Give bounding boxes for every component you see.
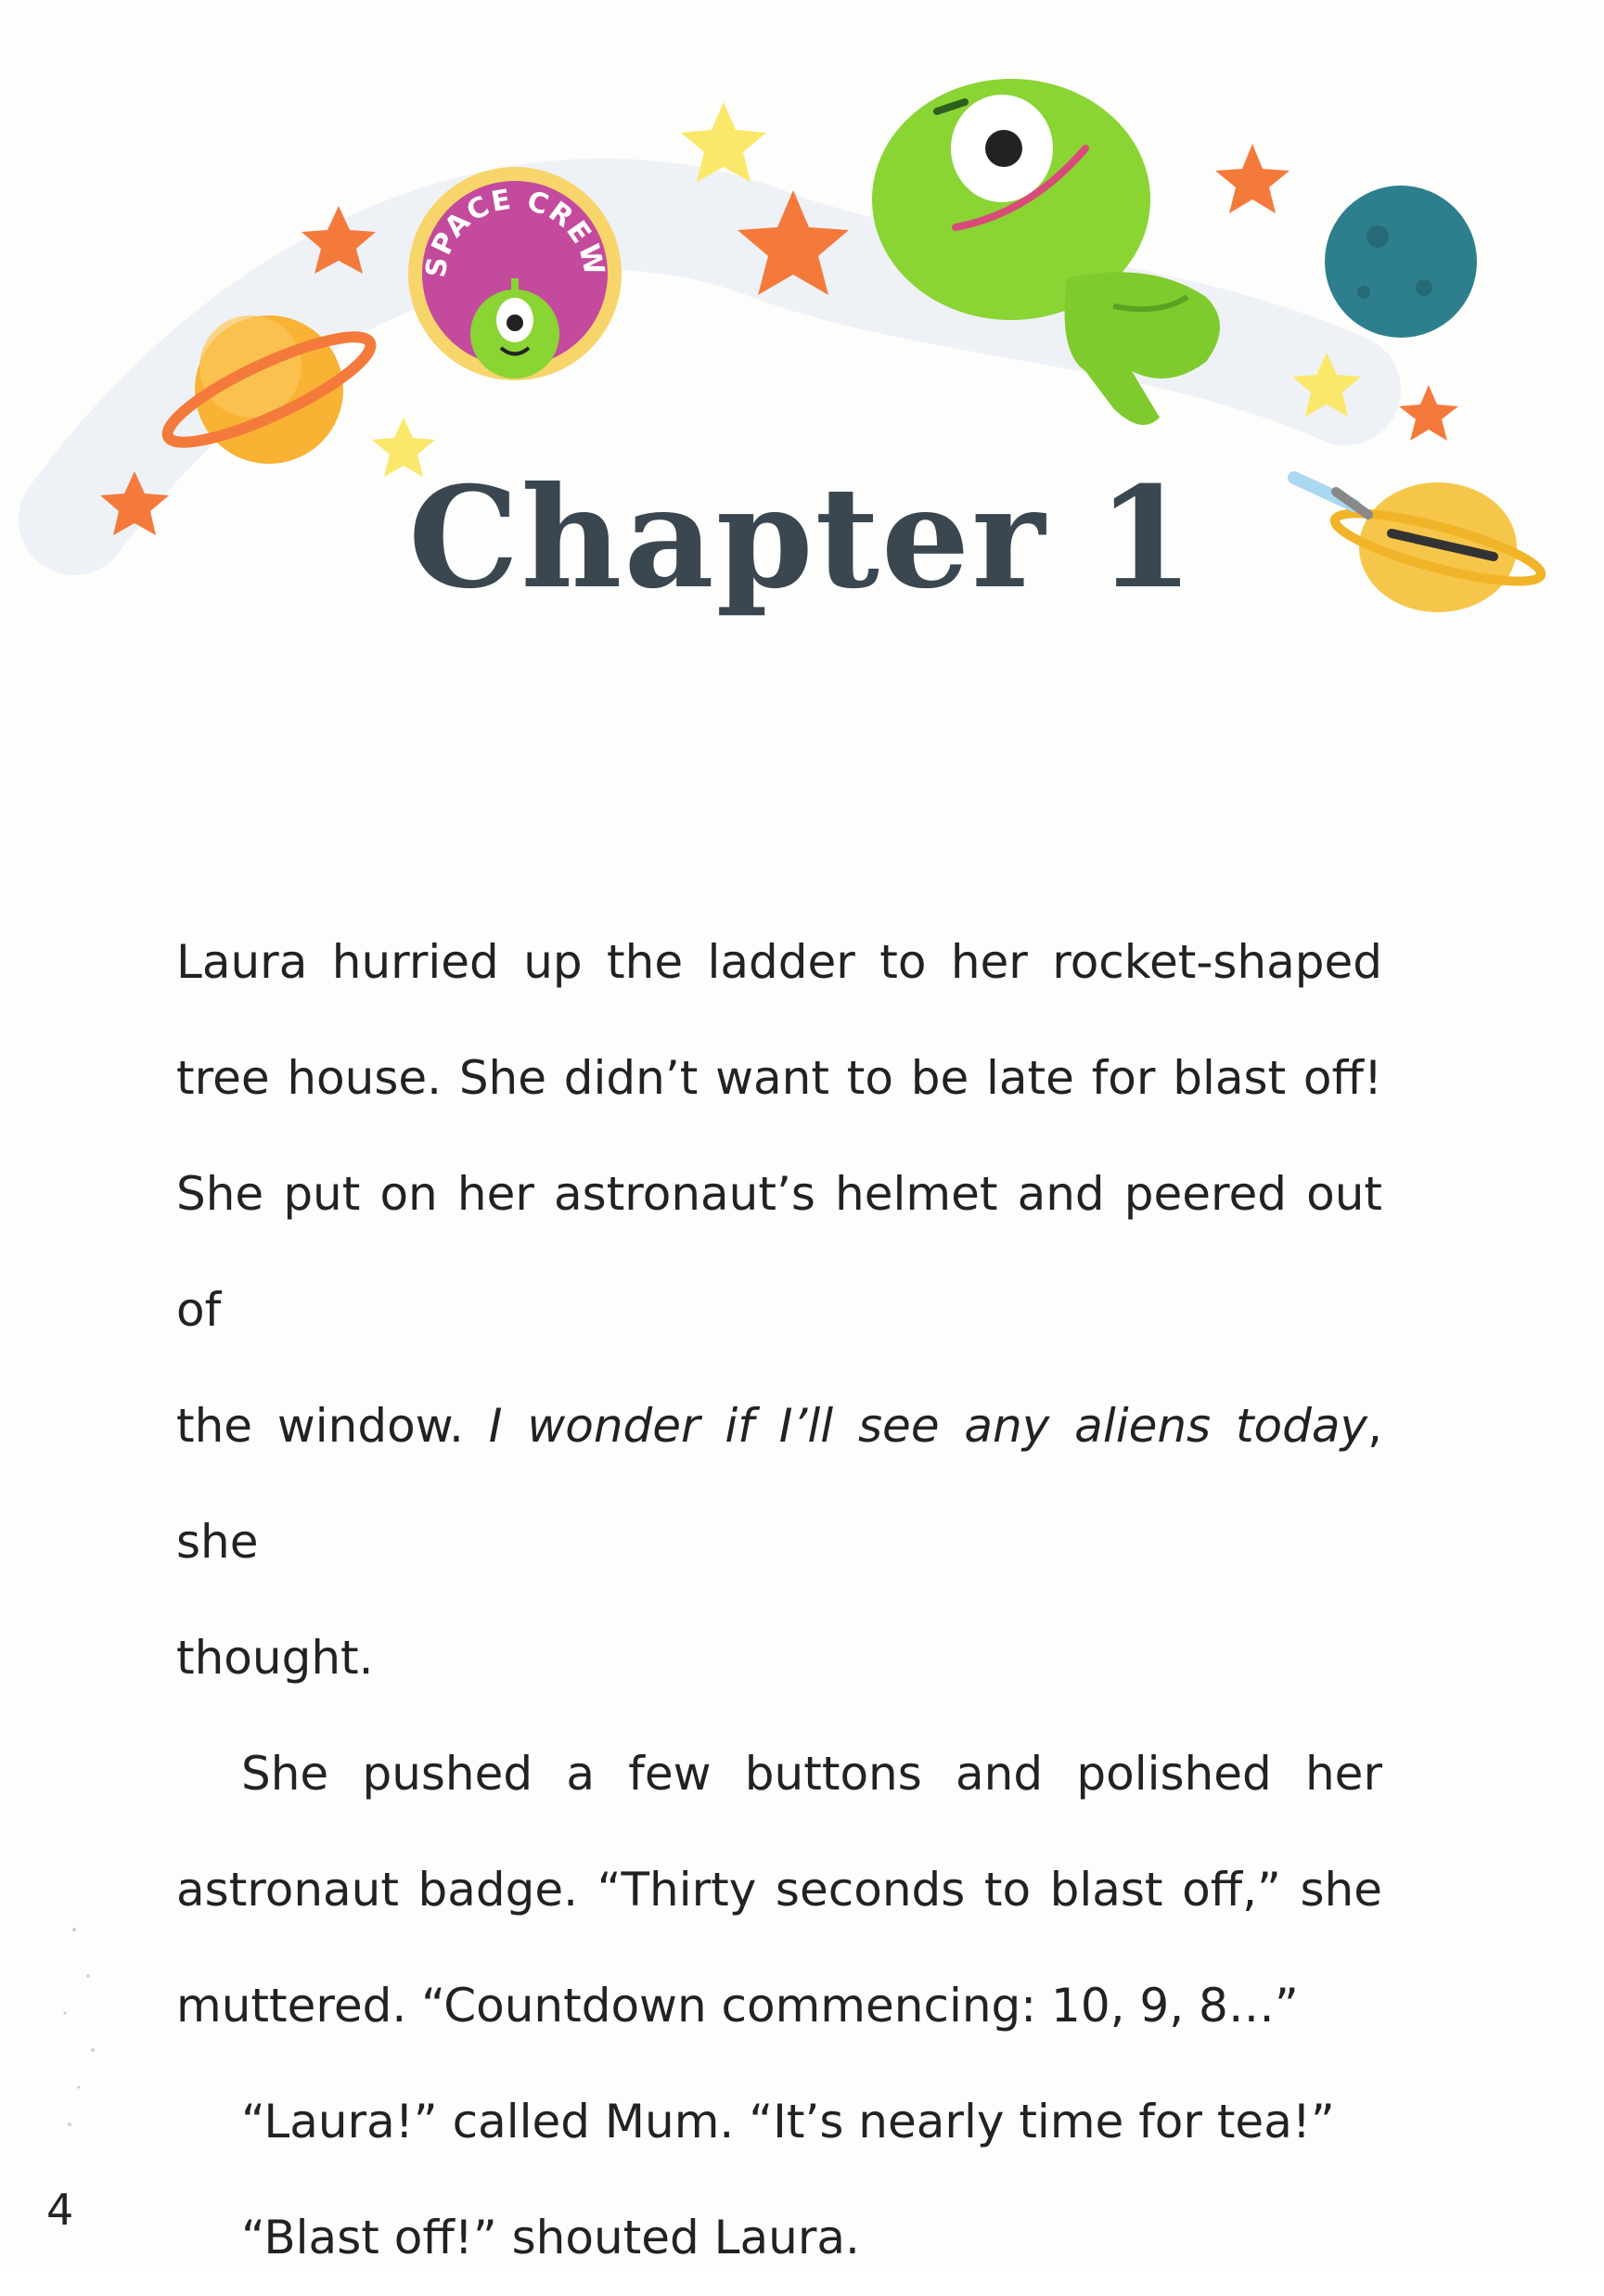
badge-text: SPACE CREW bbox=[419, 183, 611, 280]
alien-illustration bbox=[872, 79, 1220, 425]
story-text-segment: the window. bbox=[176, 1399, 489, 1453]
story-thought-italic: I wonder if I’ll see any aliens today bbox=[488, 1399, 1368, 1453]
story-line: thought. bbox=[176, 1631, 374, 1685]
teal-planet-icon bbox=[1325, 186, 1477, 338]
story-line: “Blast off!” shouted Laura. bbox=[241, 2211, 860, 2264]
story-text-segment: , she bbox=[176, 1399, 1383, 1569]
story-line: She put on her astronaut’s helmet and peered out of bbox=[176, 1167, 1382, 1337]
story-line: Laura hurried up the ladder to her rocket-shaped bbox=[176, 935, 1382, 989]
story-line bbox=[176, 1368, 1382, 1600]
story-line: astronaut badge. “Thirty seconds to blast off,” she bbox=[176, 1863, 1382, 1917]
page-number: 4 bbox=[46, 2185, 74, 2235]
story-line: She pushed a few buttons and polished her bbox=[241, 1747, 1382, 1801]
story-line: “Laura!” called Mum. “It’s nearly time for tea!” bbox=[241, 2095, 1335, 2148]
space-crew-badge bbox=[408, 167, 622, 380]
star-icon bbox=[1215, 144, 1290, 213]
star-icon bbox=[1399, 385, 1458, 441]
scan-specks bbox=[37, 1902, 121, 2180]
story-text bbox=[176, 904, 1382, 2296]
story-line: muttered. “Countdown commencing: 10, 9, 8…” bbox=[176, 1979, 1299, 2033]
story-line: tree house. She didn’t want to be late for blast off! bbox=[176, 1051, 1382, 1105]
chapter-title: Chapter 1 bbox=[408, 456, 1196, 620]
